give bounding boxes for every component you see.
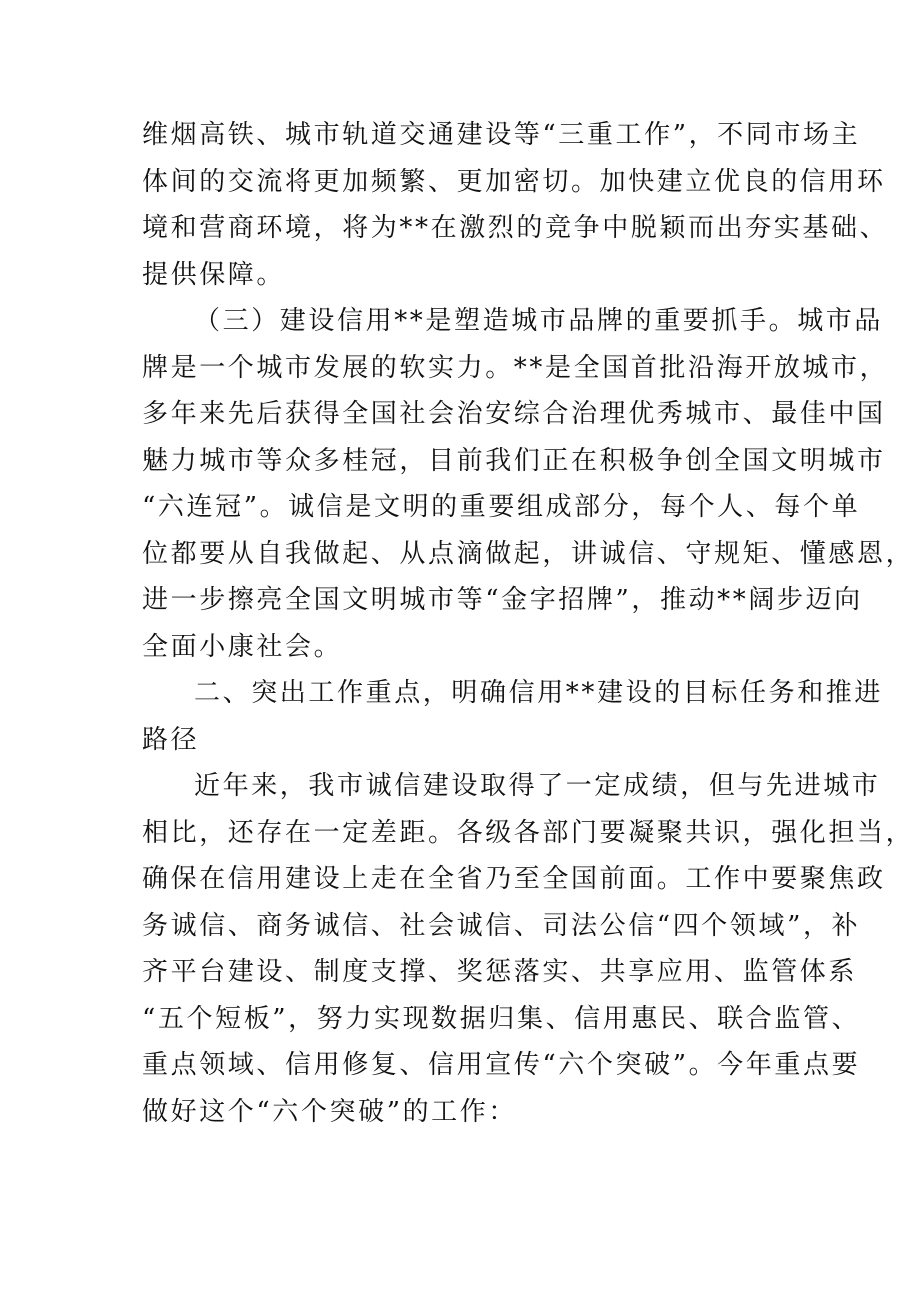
paragraph-line: 维烟高铁、城市轨道交通建设等“三重工作”，不同市场主 (142, 120, 861, 150)
paragraph-line: 重点领域、信用修复、信用宣传“六个突破”。今年重点要 (142, 1050, 861, 1080)
paragraph-line: 做好这个“六个突破”的工作： (142, 1096, 517, 1127)
paragraph-line: 位都要从自我做起、从点滴做起，讲诚信、守规矩、懂感恩， (142, 538, 915, 569)
paragraph-line: “五个短板”，努力实现数据归集、信用惠民、联合监管、 (142, 1003, 861, 1034)
paragraph-line: 体间的交流将更加频繁、更加密切。加快建立优良的信用环 (142, 166, 886, 197)
paragraph-line: 境和营商环境，将为**在激烈的竞争中脱颖而出夯实基础、 (142, 213, 889, 243)
paragraph-line: 务诚信、商务诚信、社会诚信、司法公信“四个领域”，补 (142, 910, 861, 941)
paragraph-line: 多年来先后获得全国社会治安综合治理优秀城市、最佳中国 (142, 399, 886, 429)
section-heading-line: 路径 (142, 724, 200, 755)
section-heading-line: 二、突出工作重点，明确信用**建设的目标任务和推进 (194, 678, 884, 708)
paragraph-line: 全面小康社会。 (142, 631, 343, 662)
paragraph-line: （三）建设信用**是塑造城市品牌的重要抓手。城市品 (194, 306, 884, 336)
paragraph-line: “六连冠”。诚信是文明的重要组成部分，每个人、每个单 (142, 492, 861, 522)
paragraph-line: 近年来，我市诚信建设取得了一定成绩，但与先进城市 (194, 771, 881, 801)
paragraph-line: 齐平台建设、制度支撑、奖惩落实、共享应用、监管体系 (142, 957, 858, 987)
paragraph-line: 牌是一个城市发展的软实力。**是全国首批沿海开放城市， (142, 352, 889, 383)
paragraph-line: 确保在信用建设上走在全省乃至全国前面。工作中要聚焦政 (142, 864, 886, 894)
paragraph-line: 进一步擦亮全国文明城市等“金字招牌”，推动**阔步迈向 (142, 585, 863, 615)
paragraph-line: 相比，还存在一定差距。各级各部门要凝聚共识，强化担当， (142, 817, 915, 848)
document-body (142, 112, 915, 1135)
paragraph-line: 魅力城市等众多桂冠，目前我们正在积极争创全国文明城市 (142, 445, 886, 476)
paragraph-line: 提供保障。 (142, 259, 286, 290)
